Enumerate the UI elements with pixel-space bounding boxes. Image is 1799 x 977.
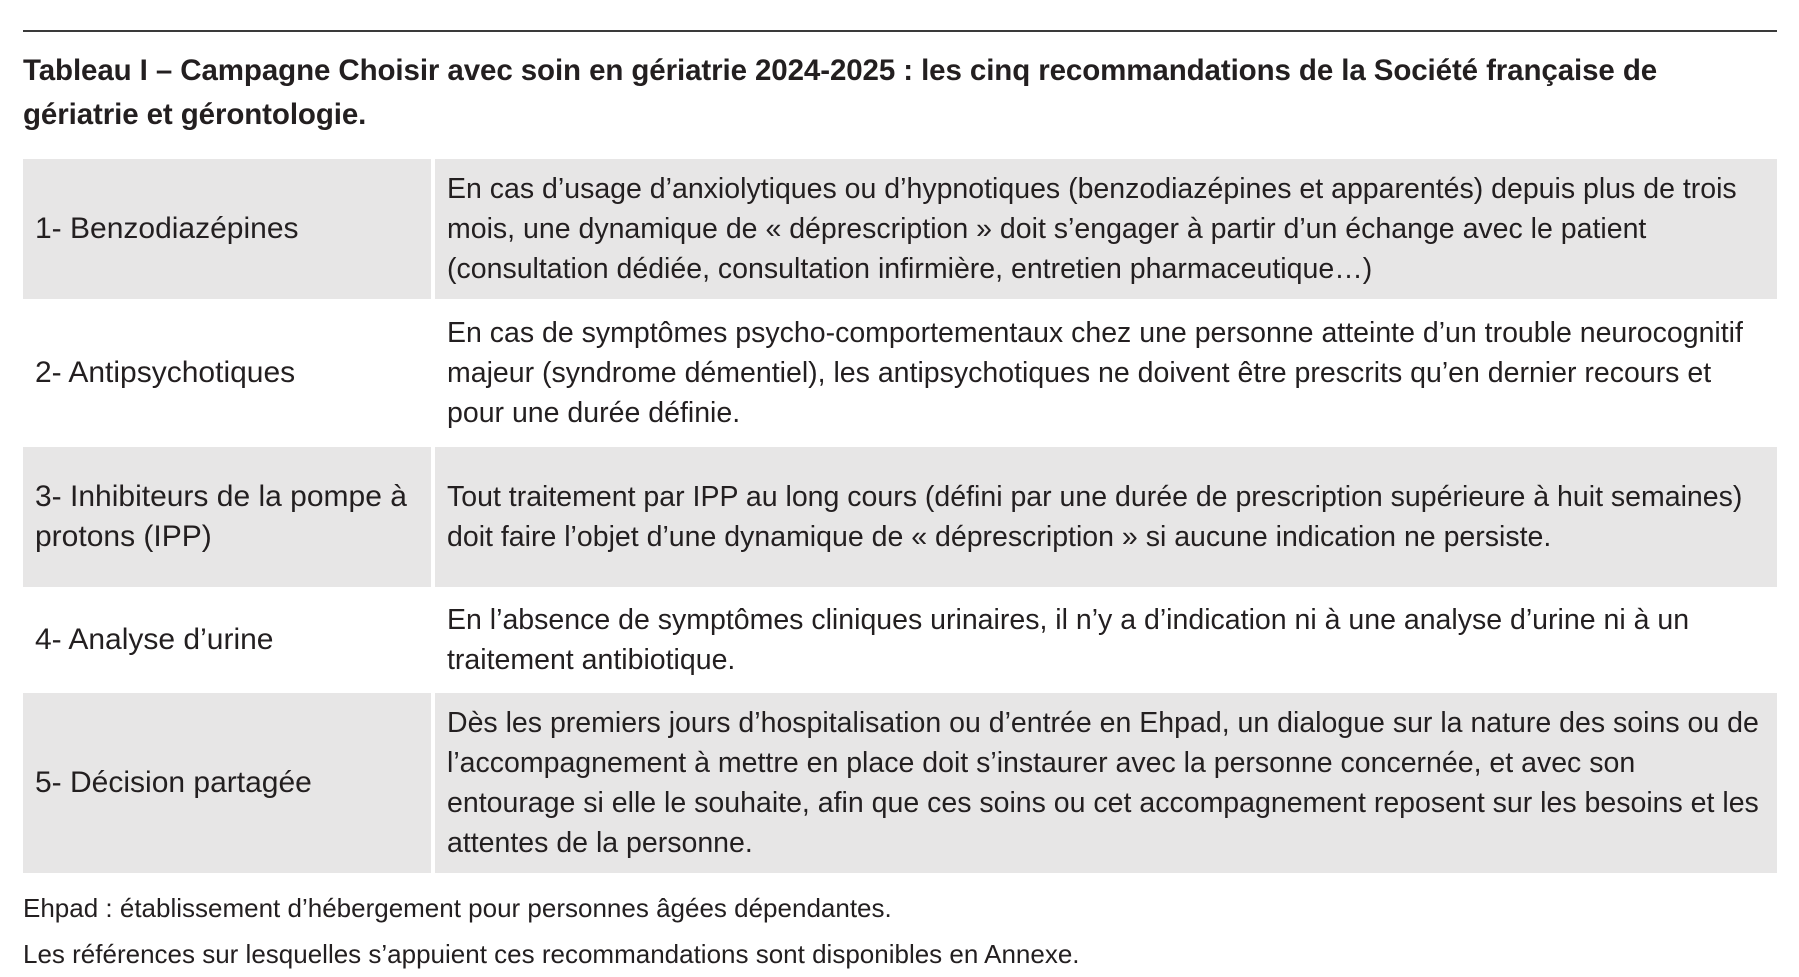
recommendation-text: En cas d’usage d’anxiolytiques ou d’hypnotiques (benzodiazépines et apparentés) depuis plus de trois mois, une dynamique de « déprescription » doit s’engager à partir d’un échange avec le patient (consultation dédiée, consultation infirmière, entretien pharmaceutique…) xyxy=(435,159,1777,299)
recommendation-label: 2- Antipsychotiques xyxy=(23,303,435,443)
footnotes xyxy=(23,885,1777,977)
table-row xyxy=(23,447,1777,587)
recommendation-text: Tout traitement par IPP au long cours (défini par une durée de prescription supérieure à huit semaines) doit faire l’objet d’une dynamique de « déprescription » si aucune indication ne persiste. xyxy=(435,447,1777,587)
recommendation-label: 4- Analyse d’urine xyxy=(23,591,435,689)
top-rule xyxy=(23,30,1777,32)
document-page xyxy=(23,30,1777,977)
footnote-abbreviation: Ehpad : établissement d’hébergement pour personnes âgées dépendantes. xyxy=(23,893,892,923)
recommendations-table xyxy=(23,155,1777,877)
recommendation-text: En cas de symptômes psycho-comportementaux chez une personne atteinte d’un trouble neurocognitif majeur (syndrome démentiel), les antipsychotiques ne doivent être prescrits qu’en dernier recours et pour une durée définie. xyxy=(435,303,1777,443)
table-caption: Tableau I – Campagne Choisir avec soin en gériatrie 2024-2025 : les cinq recommandations de la Société française de gériatrie et gérontologie. xyxy=(23,54,1658,131)
footnote-references: Les références sur lesquelles s’appuient ces recommandations sont disponibles en Annexe. xyxy=(23,939,1080,969)
table-row xyxy=(23,693,1777,873)
recommendation-text: En l’absence de symptômes cliniques urinaires, il n’y a d’indication ni à une analyse d’urine ni à un traitement antibiotique. xyxy=(435,591,1777,689)
recommendation-label: 5- Décision partagée xyxy=(23,693,435,873)
table-row xyxy=(23,591,1777,689)
recommendation-label: 1- Benzodiazépines xyxy=(23,159,435,299)
table-row xyxy=(23,159,1777,299)
recommendation-label: 3- Inhibiteurs de la pompe à protons (IPP) xyxy=(23,447,435,587)
recommendation-text: Dès les premiers jours d’hospitalisation ou d’entrée en Ehpad, un dialogue sur la nature des soins ou de l’accompagnement à mettre en place doit s’instaurer avec la personne concernée, et avec son entourage si elle le souhaite, afin que ces soins ou cet accompagnement reposent sur les besoins et les attentes de la personne. xyxy=(435,693,1777,873)
table-row xyxy=(23,303,1777,443)
